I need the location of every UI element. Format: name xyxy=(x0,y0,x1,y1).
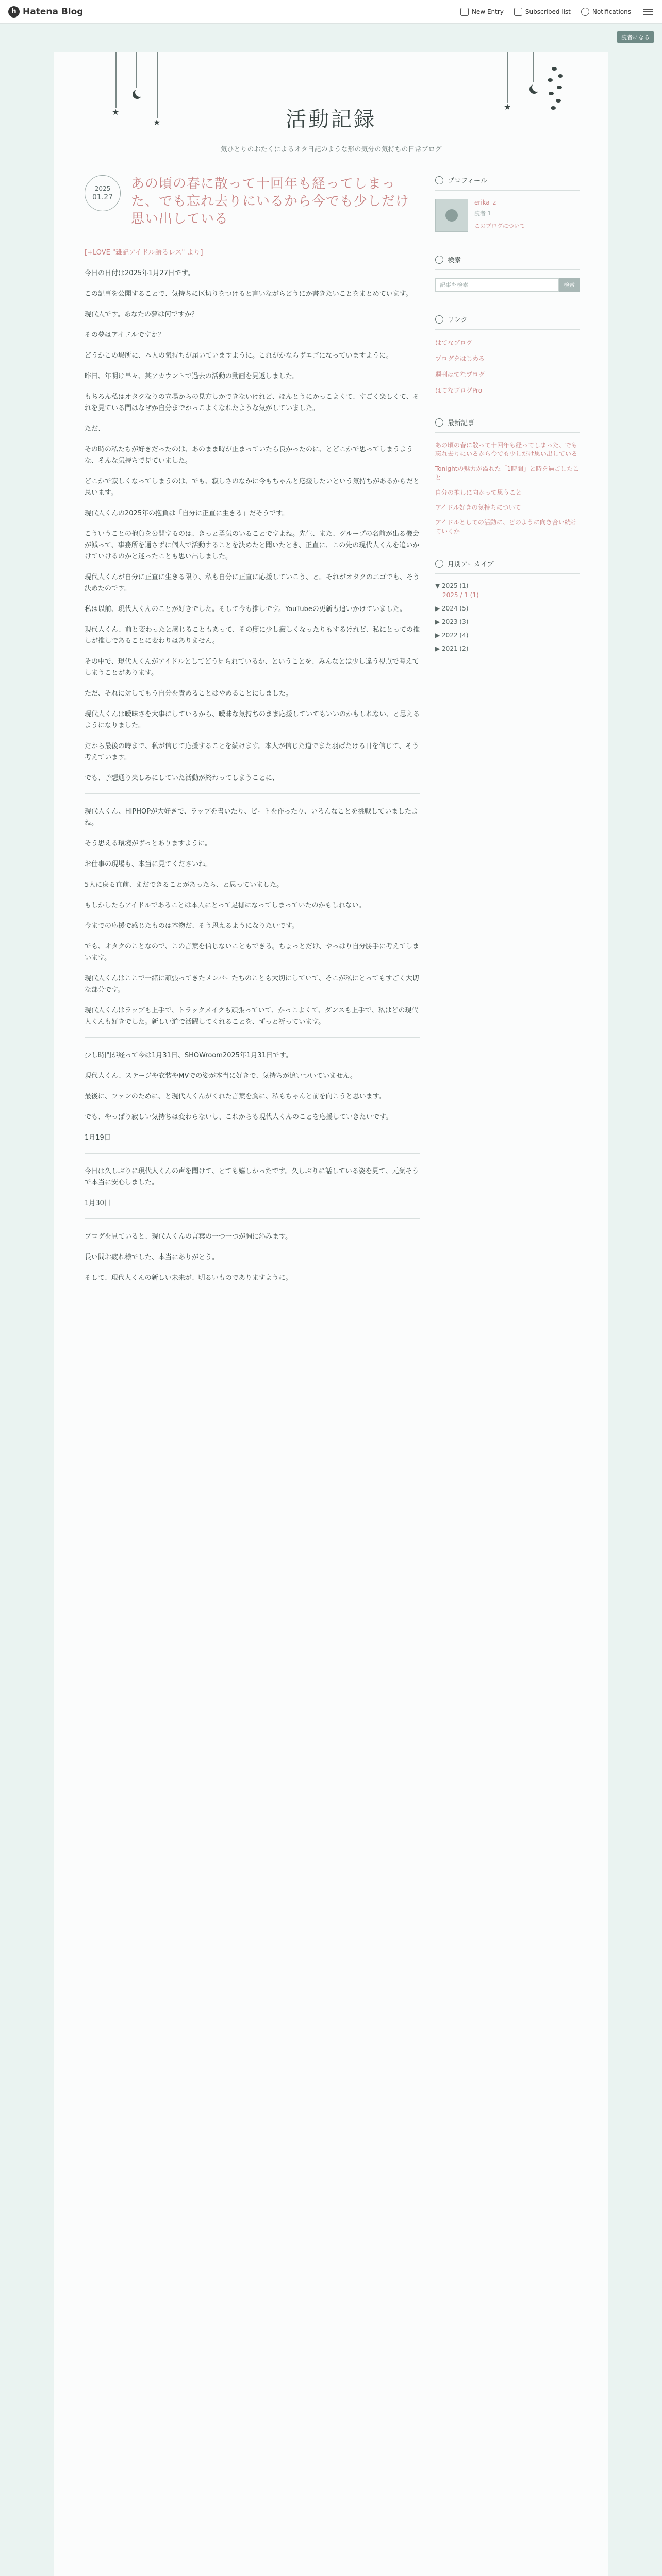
section-divider xyxy=(85,1037,420,1038)
entry-paragraph: どうかこの場所に、本人の気持ちが届いていますように。これがかならずエゴになっていますように。 xyxy=(85,352,393,360)
hanging-line-decoration xyxy=(136,52,137,88)
profile-title-label: プロフィール xyxy=(448,177,487,185)
pencil-icon xyxy=(435,418,443,427)
links-module-title xyxy=(435,314,580,330)
archive-year[interactable] xyxy=(435,645,580,652)
search-icon xyxy=(435,256,443,264)
entry-paragraph: ただ、それに対してもう自分を責めることはやめることにしました。 xyxy=(85,690,293,698)
profile-about-link[interactable]: このブログについて xyxy=(474,223,525,229)
entry-paragraph: 最後に、ファンのために、と現代人くんがくれた言葉を胸に、私もちゃんと前を向こうと思います。 xyxy=(85,1093,386,1100)
entry-paragraph: 現代人です。あなたの夢は何ですか？ xyxy=(85,311,198,318)
archive-year[interactable] xyxy=(435,618,580,625)
entry-paragraph: もしかしたらアイドルであることは本人にとって足枷になってしまっていたのかもしれない。 xyxy=(85,902,366,909)
recent-entry-link[interactable]: あの頃の春に散って十回年も経ってしまった、でも忘れ去りにいるから今でも少しだけ思い出している xyxy=(435,442,578,457)
entry-paragraph: 1月19日 xyxy=(85,1134,111,1142)
recent-title-label: 最新記事 xyxy=(448,419,475,427)
sidebar-link[interactable]: ブログをはじめる xyxy=(435,355,485,362)
entry-date[interactable] xyxy=(85,175,121,211)
entry-content xyxy=(85,247,420,1284)
section-divider xyxy=(85,1218,420,1219)
entry-paragraph: ブログを見ていると、現代人くんの言葉の一つ一つが胸に沁みます。 xyxy=(85,1233,292,1241)
subscribed-list-label: Subscribed list xyxy=(525,8,571,15)
sidebar xyxy=(435,175,580,675)
entry-paragraph: 1月30日 xyxy=(85,1199,111,1207)
avatar[interactable] xyxy=(435,199,468,232)
blog-title[interactable]: 活動記録 xyxy=(286,108,376,131)
archive-year-label: ▶ 2022 (4) xyxy=(435,632,469,639)
menu-icon[interactable] xyxy=(643,7,653,16)
notifications-link[interactable] xyxy=(581,8,631,16)
archive-year[interactable] xyxy=(435,605,580,612)
user-icon xyxy=(435,176,443,184)
entry-article xyxy=(85,175,420,1293)
entry-paragraph: どこかで寂しくなってしまうのは、でも、寂しさのなかに今もちゃんと応援したいという気持ちがあるからだと思います。 xyxy=(85,478,420,497)
archive-year-label: ▶ 2024 (5) xyxy=(435,605,469,612)
entry-paragraph: その中で、現代人くんがアイドルとしてどう見られているか、ということを、みんなとは少し違う視点で考えてしまうことがあります。 xyxy=(85,658,419,677)
search-module xyxy=(435,255,580,292)
entry-paragraph: そう思える環境がずっとありますように。 xyxy=(85,840,212,848)
search-module-title xyxy=(435,255,580,270)
global-nav xyxy=(460,0,631,24)
entry-paragraph: 現代人くん、前と変わったと感じることもあって、その度に少し寂しくなったりもするけれど、私にとっての推しが推しであることに変わりはありません。 xyxy=(85,626,420,645)
entry-paragraph: この記事を公開することで、気持ちに区切りをつけると言いながらどうにか書きたいことをまとめています。 xyxy=(85,290,412,298)
entry-paragraph: 今日は久しぶりに現代人くんの声を聞けて、とても嬉しかったです。久しぶりに話している姿を見て、元気そうで本当に安心しました。 xyxy=(85,1167,419,1187)
search-input[interactable]: 記事を検索 xyxy=(435,278,559,292)
entry-paragraph: こういうことの抱負を公開するのは、きっと勇気のいることですよね。先生、また、グループの名前が出る機会が減って、事務所を通さずに個人で活動することを決めたと聞いたとき、正直に、この先の現代人くんを追いかけていけるのかと迷ったことも思い出しました。 xyxy=(85,530,420,561)
star-icon: ★ xyxy=(504,102,511,112)
link-icon xyxy=(435,315,443,324)
global-header xyxy=(0,0,662,24)
archive-year-label: ▶ 2021 (2) xyxy=(435,645,469,652)
links-list xyxy=(435,338,580,395)
entry-paragraph: もちろん私はオタクなりの立場からの見方しかできないけれど、ほんとうにかっこよくて、すごく楽しくて、それを見ている間はなぜか自分までかっこよくなれたような気がしていました。 xyxy=(85,393,420,412)
section-divider xyxy=(85,1153,420,1154)
entry-paragraph: その時の私たちが好きだったのは、あのまま時が止まっていたら良かったのに、とどこかで思ってしまうような、そんな気持ちで見ていました。 xyxy=(85,446,413,465)
entry-paragraph: 昨日、年明け早々、某アカウントで過去の活動の動画を見返しました。 xyxy=(85,372,299,380)
entry-paragraph: 現代人くん、HIPHOPが大好きで、ラップを書いたり、ビートを作ったり、いろんなことを挑戦していましたよね。 xyxy=(85,808,419,827)
entry-paragraph: 少し時間が経って今は1月31日、SHOWroom2025年1月31日です。 xyxy=(85,1052,292,1059)
entry-paragraph: 私は以前、現代人くんのことが好きでした。そして今も推しです。YouTubeの更新も追いかけていました。 xyxy=(85,605,406,613)
new-entry-label: New Entry xyxy=(471,8,504,15)
new-entry-link[interactable] xyxy=(460,8,504,16)
entry-date-monthday: 01.27 xyxy=(92,193,113,201)
blog-container xyxy=(54,52,608,2576)
star-icon: ★ xyxy=(112,107,120,117)
recent-entry-link[interactable]: アイドル好きの気持ちについて xyxy=(435,504,521,511)
entry-paragraph: その夢はアイドルですか？ xyxy=(85,331,164,339)
blog-description: 気ひとりのおたくによるオタ日記のような形の気分の気持ちの日常ブログ xyxy=(220,146,442,154)
moon-icon xyxy=(135,88,144,97)
hatena-logo-icon: h xyxy=(8,6,20,18)
entry-paragraph: でも、オタクのことなので、この言葉を信じないこともできる。ちょっとだけ、やっぱり自分勝手に考えてしまいます。 xyxy=(85,943,420,962)
subscribe-button[interactable]: 読者になる xyxy=(617,31,654,43)
sidebar-link[interactable]: はてなブログPro xyxy=(435,387,483,394)
profile-reader-count: 読者 1 xyxy=(474,210,491,217)
recent-entries-list xyxy=(435,441,580,536)
archive-module-title xyxy=(435,558,580,574)
entry-paragraph: 現代人くんはここで一緒に頑張ってきたメンバーたちのことも大切にしていて、そこが私にとってもすごく大切な部分です。 xyxy=(85,975,419,994)
avatar-icon xyxy=(445,209,458,222)
entry-paragraph: 現代人くんはラップも上手で、トラックメイクも頑張っていて、かっこよくて、ダンスも上手で、私はどの現代人くんも好きでした。新しい道で活躍してくれることを、ずっと祈っています。 xyxy=(85,1007,419,1026)
entry-paragraph: 5人に戻る直前、まだできることがあったら、と思っていました。 xyxy=(85,881,284,889)
sidebar-link[interactable]: はてなブログ xyxy=(435,339,473,346)
archive-module xyxy=(435,558,580,652)
entry-paragraph: 現代人くんは曖昧さを大事にしているから、曖昧な気持ちのまま応援していてもいいのかもしれない、と思えるようになりました。 xyxy=(85,710,420,730)
entry-date-year: 2025 xyxy=(94,185,111,192)
blog-header xyxy=(54,52,608,160)
recent-entry-link[interactable]: 自分の推しに向かって思うこと xyxy=(435,489,522,496)
hanging-line-decoration xyxy=(115,52,117,108)
entry-paragraph: 現代人くんが自分に正直に生きる限り、私も自分に正直に応援していこう、と。それがオタクのエゴでも、そう決めたのです。 xyxy=(85,573,420,592)
search-form xyxy=(435,278,580,292)
recent-entries-module xyxy=(435,417,580,536)
entry-paragraph: 今までの応援で感じたものは本物だ、そう思えるようになりたいです。 xyxy=(85,922,299,930)
profile xyxy=(435,199,580,232)
entry-paragraph: でも、予想通り楽しみにしていた活動が終わってしまうことに、 xyxy=(85,774,279,782)
entry-paragraph: 現代人くんの2025年の抱負は「自分に正直に生きる」だそうです。 xyxy=(85,510,289,517)
links-title-label: リンク xyxy=(448,316,468,324)
entry-paragraph: 現代人くん、ステージや衣装やMVでの姿が本当に好きで、気持ちが追いついていません。 xyxy=(85,1072,357,1080)
calendar-icon xyxy=(435,560,443,568)
archive-list xyxy=(435,582,580,652)
entry-paragraph: 今日の日付は2025年1月27日です。 xyxy=(85,269,194,277)
search-button[interactable]: 検索 xyxy=(559,278,580,292)
entry-paragraph: だから最後の時まで、私が信じて応援することを続けます。本人が信じた道でまた羽ばたける日を信じて、そう考えています。 xyxy=(85,742,419,761)
archive-year[interactable] xyxy=(435,632,580,639)
hanging-line-decoration xyxy=(157,52,158,118)
section-divider xyxy=(85,793,420,794)
profile-name[interactable]: erika_z xyxy=(474,199,496,206)
recent-entry-link[interactable]: アイドルとしての活動に、どのように向き合い続けていくか xyxy=(435,519,577,535)
entry-paragraph: 長い間お疲れ様でした、本当にありがとう。 xyxy=(85,1253,219,1261)
hanging-line-decoration xyxy=(507,52,508,103)
notifications-label: Notifications xyxy=(592,8,631,15)
archive-year[interactable] xyxy=(435,582,580,599)
hanging-line-decoration xyxy=(533,52,534,82)
entry-title[interactable]: あの頃の春に散って十回年も経ってしまった、でも忘れ去りにいるから今でも少しだけ思い出している xyxy=(131,176,410,227)
profile-module-title xyxy=(435,175,580,191)
archive-year-label: ▶ 2023 (3) xyxy=(435,618,469,625)
archive-year-label: ▼ 2025 (1) xyxy=(435,582,469,589)
star-icon: ★ xyxy=(153,117,161,127)
sidebar-link[interactable]: 週刊はてなブログ xyxy=(435,371,485,378)
links-module xyxy=(435,314,580,395)
subscribed-list-link[interactable] xyxy=(514,8,571,16)
hatena-blog-brand[interactable] xyxy=(8,6,83,18)
archive-title-label: 月別アーカイブ xyxy=(448,561,494,568)
bell-icon xyxy=(581,8,589,16)
entry-paragraph: [+LOVE "雑記アイドル語るレス" より] xyxy=(85,249,203,257)
entry-paragraph: ただ、 xyxy=(85,425,105,433)
brand-label: Hatena Blog xyxy=(23,6,84,17)
profile-module xyxy=(435,175,580,232)
recent-entry-link[interactable]: Tonightの魅力が溢れた「1時間」と時を過ごしたこと xyxy=(435,465,580,481)
list-icon xyxy=(514,8,522,16)
search-title-label: 検索 xyxy=(448,257,461,264)
pencil-icon xyxy=(460,8,469,16)
entry-paragraph: お仕事の現場も、本当に見てくださいね。 xyxy=(85,860,212,868)
entry-paragraph: でも、やっぱり寂しい気持ちは変わらないし、これからも現代人くんのことを応援していきたいです。 xyxy=(85,1113,392,1121)
archive-month-link[interactable]: 2025 / 1 (1) xyxy=(442,591,479,599)
entry-paragraph: そして、現代人くんの新しい未来が、明るいものでありますように。 xyxy=(85,1274,292,1282)
entry-header xyxy=(85,175,420,228)
leaf-branch-icon xyxy=(536,67,572,113)
recent-entries-title xyxy=(435,417,580,433)
